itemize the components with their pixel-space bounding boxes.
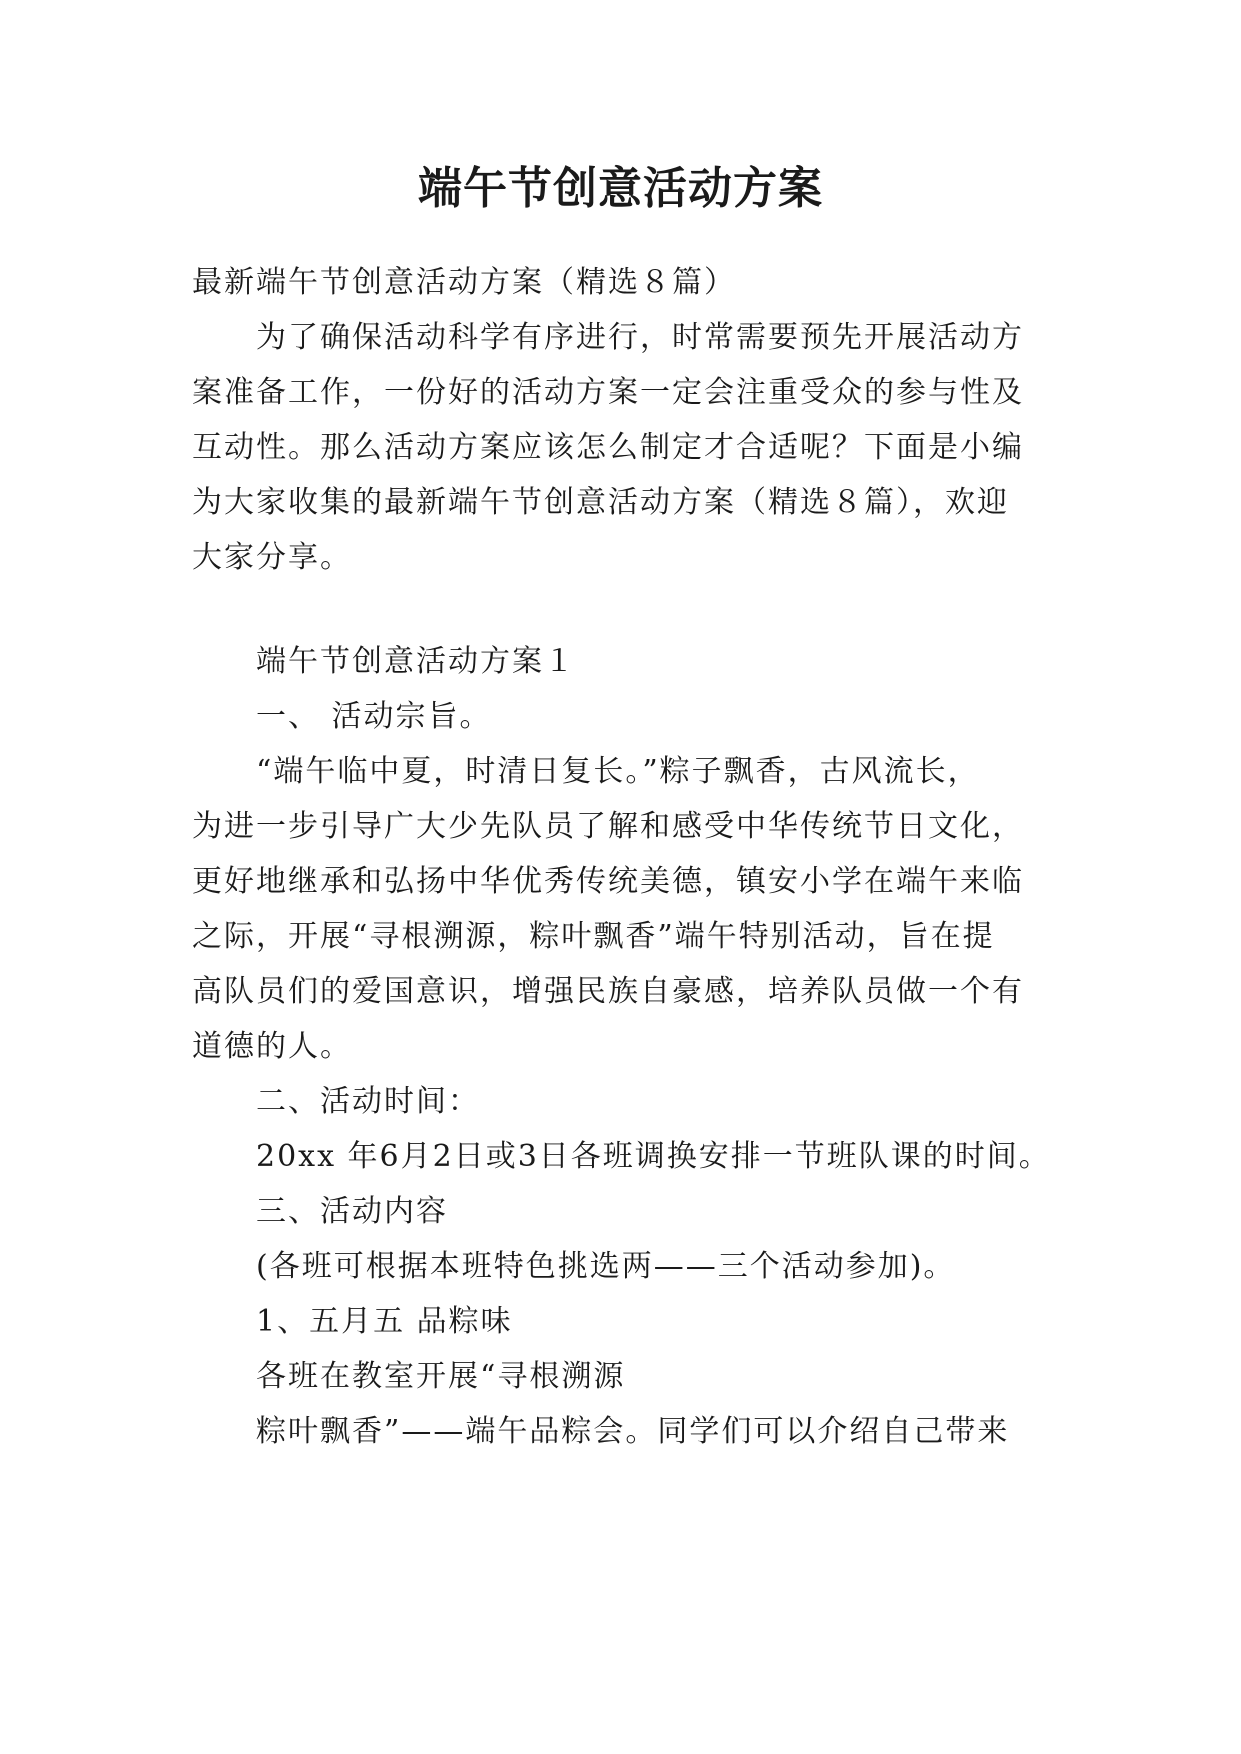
intro-line-1: 为了确保活动科学有序进行，时常需要预先开展活动方	[256, 320, 1024, 355]
section1-line-1: “端午临中夏，时清日复长。”粽子飘香，古风流长，	[256, 754, 980, 789]
section1-line-2: 为进一步引导广大少先队员了解和感受中华传统节日文化，	[192, 809, 1024, 844]
section3-note: (各班可根据本班特色挑选两——三个活动参加)。	[256, 1249, 956, 1284]
plan-heading: 端午节创意活动方案１	[256, 644, 576, 679]
section2-text: 20xx 年6月2日或3日各班调换安排一节班队课的时间。	[256, 1139, 1051, 1174]
intro-line-2: 案准备工作，一份好的活动方案一定会注重受众的参与性及	[192, 375, 1024, 410]
document-subtitle: 最新端午节创意活动方案（精选８篇）	[192, 265, 736, 300]
section2-heading: 二、活动时间：	[256, 1084, 480, 1119]
section1-heading: 一、 活动宗旨。	[256, 699, 492, 734]
item1-line-1: 各班在教室开展“寻根溯源	[256, 1359, 626, 1394]
section1-line-4: 之际，开展“寻根溯源，粽叶飘香”端午特别活动，旨在提	[192, 919, 995, 954]
section1-line-5: 高队员们的爱国意识，增强民族自豪感，培养队员做一个有	[192, 974, 1024, 1009]
section3-heading: 三、活动内容	[256, 1194, 448, 1229]
item1-line-2: 粽叶飘香”——端午品粽会。同学们可以介绍自己带来	[256, 1414, 1010, 1449]
document-title: 端午节创意活动方案	[418, 163, 823, 214]
intro-line-4: 为大家收集的最新端午节创意活动方案（精选８篇），欢迎	[192, 485, 1009, 520]
intro-line-5: 大家分享。	[192, 540, 352, 575]
intro-line-3: 互动性。那么活动方案应该怎么制定才合适呢？下面是小编	[192, 430, 1024, 465]
section1-line-3: 更好地继承和弘扬中华优秀传统美德，镇安小学在端午来临	[192, 864, 1024, 899]
section1-line-6: 道德的人。	[192, 1029, 352, 1064]
item1-heading: 1、五月五 品粽味	[256, 1304, 513, 1339]
